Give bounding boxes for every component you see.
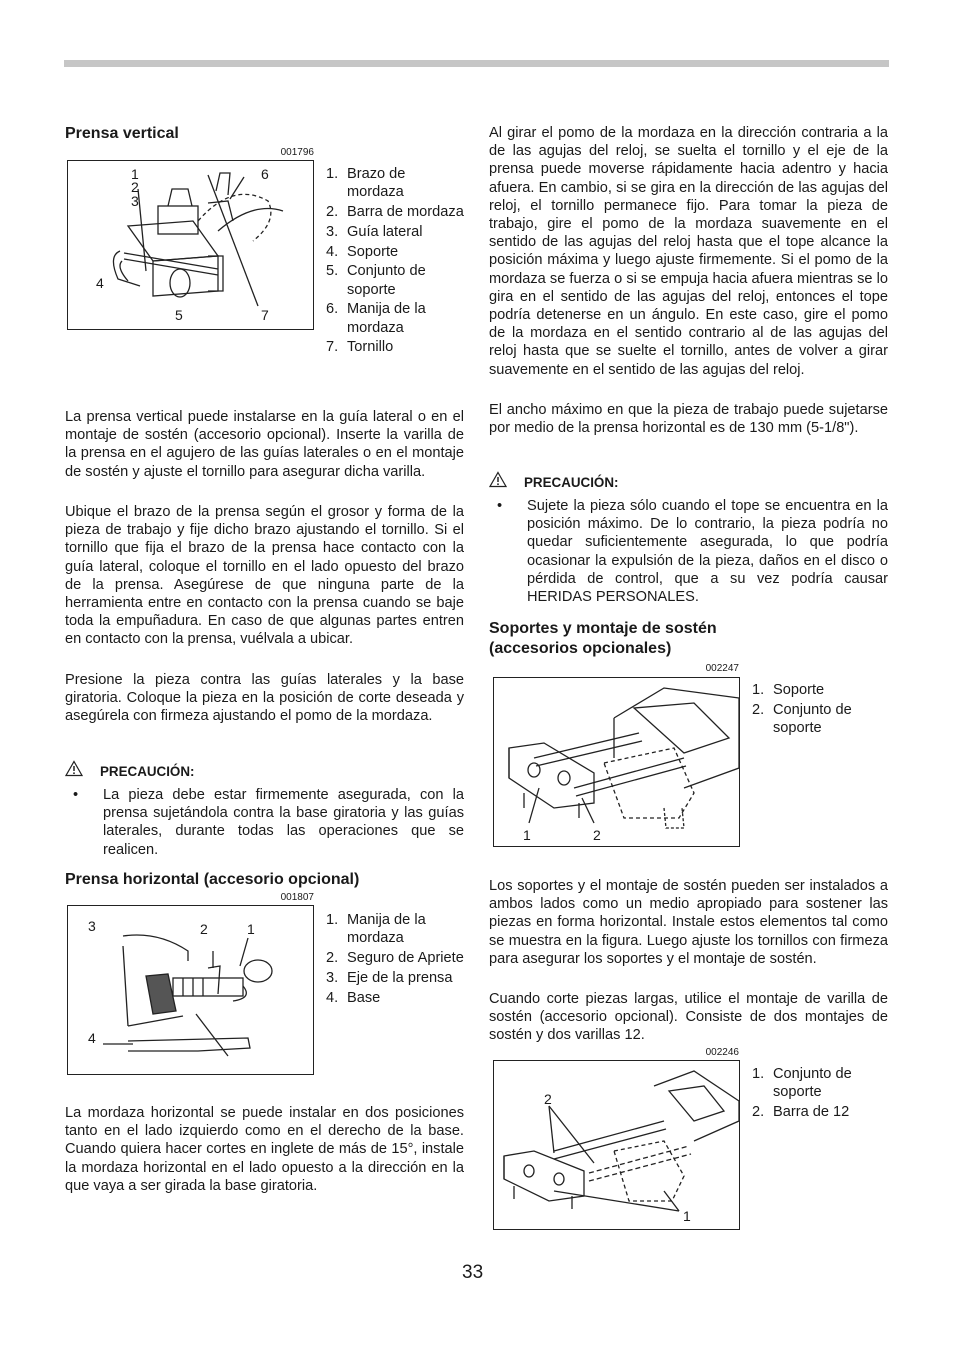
legend-item: 3. Guía lateral bbox=[326, 223, 423, 240]
figure-code: 002247 bbox=[705, 663, 739, 674]
paragraph: Al girar el pomo de la mordaza en la dirección contraria a la de las agujas del reloj, se suelta el tornillo y el eje de la prensa puede moverse rápidamente hacia adentro y hacia afuera. En cambio, si se gira en la dirección de las agujas del reloj, el tornillo permanece fijo. Para tomar la pieza de trabajo, gire el pomo de la mordaza suavemente en el sentido de las agujas del reloj hasta que el tope alcance la posición máxima y luego ajuste firmemente. Si el pomo de la mordaza se fuerza o si se empuja hacia afuera mientras se lo gira en el sentido de las agujas del reloj, entonces el tope podría detenerse en un ángulo. En este caso, gire el pomo de la mordaza en el sentido contrario al de las agujas del reloj hasta que se suelte el tornillo, antes de volver a girar suavemente en el sentido de las agujas del reloj. bbox=[489, 125, 888, 378]
caution-label: PRECAUCIÓN: bbox=[524, 475, 619, 490]
figure-callout-2: 2 bbox=[544, 1091, 552, 1107]
warning-icon bbox=[65, 760, 83, 777]
legend-supports bbox=[752, 681, 892, 739]
section-title-horizontal-vise: Prensa horizontal (accesorio opcional) bbox=[65, 871, 360, 888]
figure-code: 001807 bbox=[280, 892, 314, 903]
supports-drawing bbox=[494, 678, 740, 847]
figure-callout-3: 3 bbox=[88, 918, 96, 934]
caution-block bbox=[489, 473, 888, 606]
paragraph: Cuando corte piezas largas, utilice el montaje de varilla de sostén (accesorio opcional). Consiste de dos montajes de sostén y dos varillas 12. bbox=[489, 991, 888, 1044]
figure-callout-1: 1 bbox=[683, 1208, 691, 1224]
legend-item: 2. Barra de 12 bbox=[752, 1104, 850, 1120]
paragraph: La prensa vertical puede instalarse en la guía lateral o en el montaje de sostén (accesorio opcional). Inserte la varilla de la prensa en el agujero de las guías laterales o en el montaje de sostén y ajuste el tornillo para asegurar dicha varilla. bbox=[65, 409, 464, 480]
paragraph: Presione la pieza contra las guías laterales y la base giratoria. Coloque la pieza en la posición de corte deseada y asegúrela con firmeza ajustando el pomo de la mordaza. bbox=[65, 672, 464, 725]
caution-heading bbox=[489, 473, 888, 491]
legend-item: 4. Soporte bbox=[326, 243, 399, 260]
figure-callout-6: 6 bbox=[261, 166, 269, 182]
legend-item: 3. Eje de la prensa bbox=[326, 969, 453, 986]
paragraph: Los soportes y el montaje de sostén pueden ser instalados a ambos lados como un medio apropiado para sostener las piezas en forma horizontal. Instale estos elementos tal como se muestra en la figura. Luego ajuste los tornillos con firmeza para asegurar los soportes y el montaje de sostén. bbox=[489, 878, 888, 967]
legend-item: 1. Manija de la mordaza bbox=[326, 912, 426, 947]
legend-holder-rod bbox=[752, 1065, 892, 1123]
caution-bullet: • Sujete la pieza sólo cuando el tope se encuentra en la posición máximo. De lo contrario, la pieza podría no quedar suficientemente asegurada, lo que podría ocasionar la expulsión de la pieza, daños en el disco o pérdida de control, que a su vez podría causar HERIDAS PERSONALES. bbox=[497, 498, 888, 606]
paragraph: La mordaza horizontal se puede instalar en dos posiciones tanto en el lado izquierdo como en el derecho de la base. Cuando quiera hacer cortes en inglete de más de 15°, instale la mordaza horizontal en el lado opuesto a la dirección en la que vaya a ser girada la base giratoria. bbox=[65, 1105, 464, 1194]
caution-block bbox=[65, 762, 464, 859]
figure-callout-3: 3 bbox=[131, 193, 139, 209]
figure-code: 002246 bbox=[705, 1047, 739, 1058]
section-title-line: Soportes y montaje de sostén bbox=[489, 620, 717, 637]
legend-item: 6. Manija de la mordaza bbox=[326, 301, 426, 336]
figure-callout-4: 4 bbox=[96, 275, 104, 291]
paragraph: El ancho máximo en que la pieza de trabajo puede sujetarse por medio de la prensa horizontal es de 130 mm (5-1/8"). bbox=[489, 402, 888, 437]
legend-item: 4. Base bbox=[326, 989, 381, 1006]
figure-callout-5: 5 bbox=[175, 307, 183, 323]
legend-item: 1. Soporte bbox=[752, 682, 825, 698]
legend-item: 5. Conjunto de soporte bbox=[326, 263, 426, 298]
figure-code: 001796 bbox=[280, 147, 314, 158]
legend-horizontal-vise bbox=[326, 911, 466, 1008]
section-title-supports bbox=[489, 619, 717, 659]
section-title-line: (accesorios opcionales) bbox=[489, 640, 672, 657]
legend-item: 1. Conjunto de soporte bbox=[752, 1066, 852, 1101]
legend-item: 2. Barra de mordaza bbox=[326, 204, 464, 220]
figure-callout-1: 1 bbox=[523, 827, 531, 843]
caution-heading bbox=[65, 762, 464, 780]
figure-vertical-vise bbox=[67, 160, 314, 330]
figure-supports bbox=[493, 677, 740, 847]
horizontal-vise-drawing bbox=[68, 906, 314, 1075]
legend-item: 7. Tornillo bbox=[326, 339, 394, 356]
legend-vertical-vise bbox=[326, 165, 466, 358]
paragraph: Ubique el brazo de la prensa según el grosor y forma de la pieza de trabajo y fije dicho brazo ajustando el tornillo. Si el tornillo que fija el brazo de la prensa hace contacto con la guía lateral, coloque el tornillo en el lado opuesto del brazo de la prensa. Asegúrese de que ninguna parte de la herramienta entre en contacto con la prensa cuando se baje toda la empuñadura. En caso de que algunas partes entren en contacto con la prensa, vuélvala a ubicar. bbox=[65, 504, 464, 648]
figure-callout-2: 2 bbox=[593, 827, 601, 843]
figure-callout-1: 1 bbox=[131, 166, 139, 182]
top-rule bbox=[64, 60, 889, 67]
vertical-vise-drawing bbox=[68, 161, 314, 330]
warning-icon bbox=[489, 471, 507, 488]
holder-rod-drawing bbox=[494, 1061, 740, 1230]
caution-label: PRECAUCIÓN: bbox=[100, 764, 195, 779]
figure-callout-4: 4 bbox=[88, 1030, 96, 1046]
figure-callout-2: 2 bbox=[200, 921, 208, 937]
legend-item: 1. Brazo de mordaza bbox=[326, 166, 406, 201]
legend-item: 2. Seguro de Apriete bbox=[326, 950, 464, 966]
figure-horizontal-vise bbox=[67, 905, 314, 1075]
page-number: 33 bbox=[462, 1262, 484, 1283]
figure-callout-2: 2 bbox=[131, 179, 139, 195]
figure-callout-1: 1 bbox=[247, 921, 255, 937]
section-title-vertical-vise: Prensa vertical bbox=[65, 125, 179, 142]
legend-item: 2. Conjunto de soporte bbox=[752, 701, 852, 736]
figure-callout-7: 7 bbox=[261, 307, 269, 323]
caution-bullet: • La pieza debe estar firmemente asegurada, con la prensa sujetándola contra la base giratoria y las guías laterales, durante todas las operaciones que se realicen. bbox=[73, 787, 464, 858]
figure-holder-rod bbox=[493, 1060, 740, 1230]
